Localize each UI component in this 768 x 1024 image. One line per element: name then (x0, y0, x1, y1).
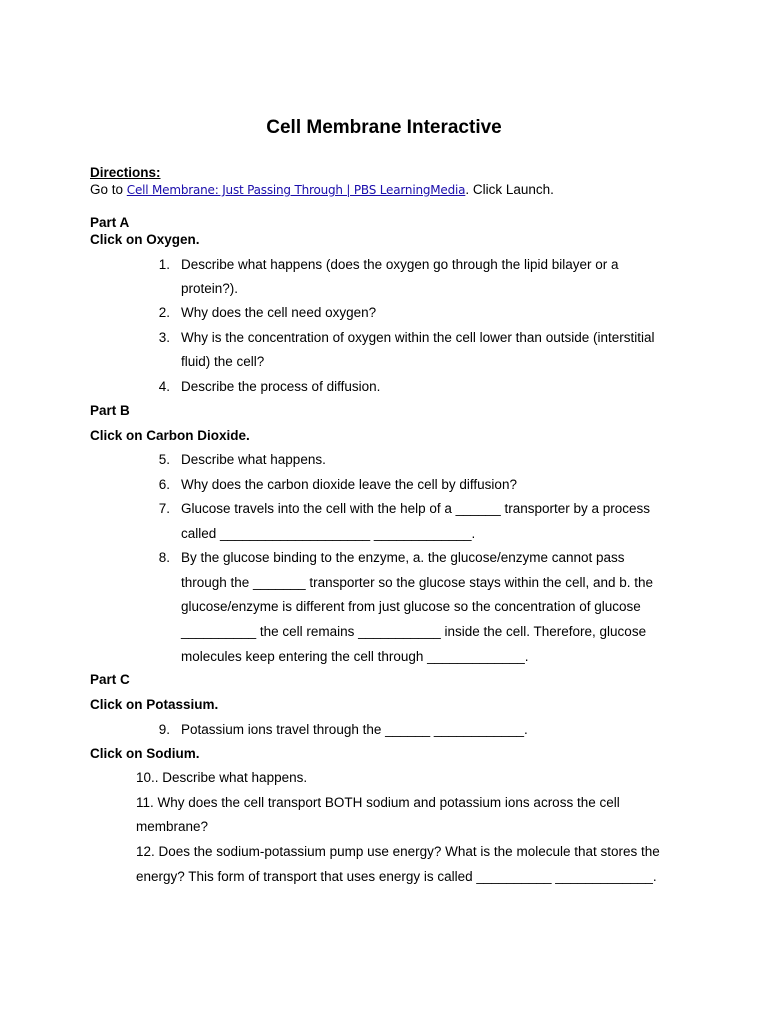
part-b-instruction: Click on Carbon Dioxide. (90, 428, 250, 443)
question-12-text-cont: energy? This form of transport that uses energy is called __________ _____________. (136, 869, 657, 884)
question-3-text-cont: fluid) the cell? (181, 354, 265, 369)
question-6-number: 6. (158, 477, 170, 492)
question-4-text: Describe the process of diffusion. (181, 379, 381, 394)
part-a-heading: Part A (90, 215, 130, 230)
directions-suffix: . Click Launch. (465, 182, 554, 197)
pbs-learningmedia-link[interactable]: Cell Membrane: Just Passing Through | PBS LearningMedia (126, 183, 466, 197)
question-1-text: Describe what happens (does the oxygen go through the lipid bilayer or a (181, 257, 619, 272)
question-11-text: 11. Why does the cell transport BOTH sodium and potassium ions across the cell (136, 795, 620, 810)
question-12-text: 12. Does the sodium-potassium pump use energy? What is the molecule that stores the (136, 844, 660, 859)
question-7-text: Glucose travels into the cell with the help of a ______ transporter by a process (181, 501, 651, 516)
question-9-text: Potassium ions travel through the ______ ____________. (181, 722, 528, 737)
directions-heading: Directions: (90, 165, 161, 180)
part-c-instruction-sodium: Click on Sodium. (90, 746, 200, 761)
question-8-number: 8. (158, 550, 170, 565)
question-9-number: 9. (158, 722, 170, 737)
page-title: Cell Membrane Interactive (266, 117, 502, 138)
part-b-heading: Part B (90, 403, 130, 418)
question-11-text-cont: membrane? (136, 819, 209, 834)
question-8-text: By the glucose binding to the enzyme, a. the glucose/enzyme cannot pass (181, 550, 625, 565)
question-10-text: 10.. Describe what happens. (136, 770, 308, 785)
directions-line (90, 182, 554, 198)
question-8-text-cont-4: molecules keep entering the cell through _____________. (181, 649, 529, 664)
question-4-number: 4. (158, 379, 170, 394)
directions-prefix: Go to (90, 182, 127, 197)
part-c-instruction-potassium: Click on Potassium. (90, 697, 219, 712)
question-5-number: 5. (158, 452, 170, 467)
question-1-text-cont: protein?). (181, 281, 239, 296)
question-1-number: 1. (158, 257, 170, 272)
question-2-number: 2. (158, 305, 170, 320)
question-3-number: 3. (158, 330, 170, 345)
question-8-text-cont-1: through the _______ transporter so the glucose stays within the cell, and b. the (181, 575, 654, 590)
question-8-text-cont-3: __________ the cell remains ___________ inside the cell. Therefore, glucose (181, 624, 647, 639)
question-6-text: Why does the carbon dioxide leave the cell by diffusion? (181, 477, 517, 492)
question-2-text: Why does the cell need oxygen? (181, 305, 377, 320)
part-c-heading: Part C (90, 672, 130, 687)
part-a-instruction: Click on Oxygen. (90, 232, 200, 247)
question-7-text-cont: called ____________________ _____________. (181, 526, 476, 541)
question-5-text: Describe what happens. (181, 452, 326, 467)
question-3-text: Why is the concentration of oxygen within the cell lower than outside (interstitial (181, 330, 655, 345)
question-8-text-cont-2: glucose/enzyme is different from just glucose so the concentration of glucose (181, 599, 641, 614)
question-7-number: 7. (158, 501, 170, 516)
